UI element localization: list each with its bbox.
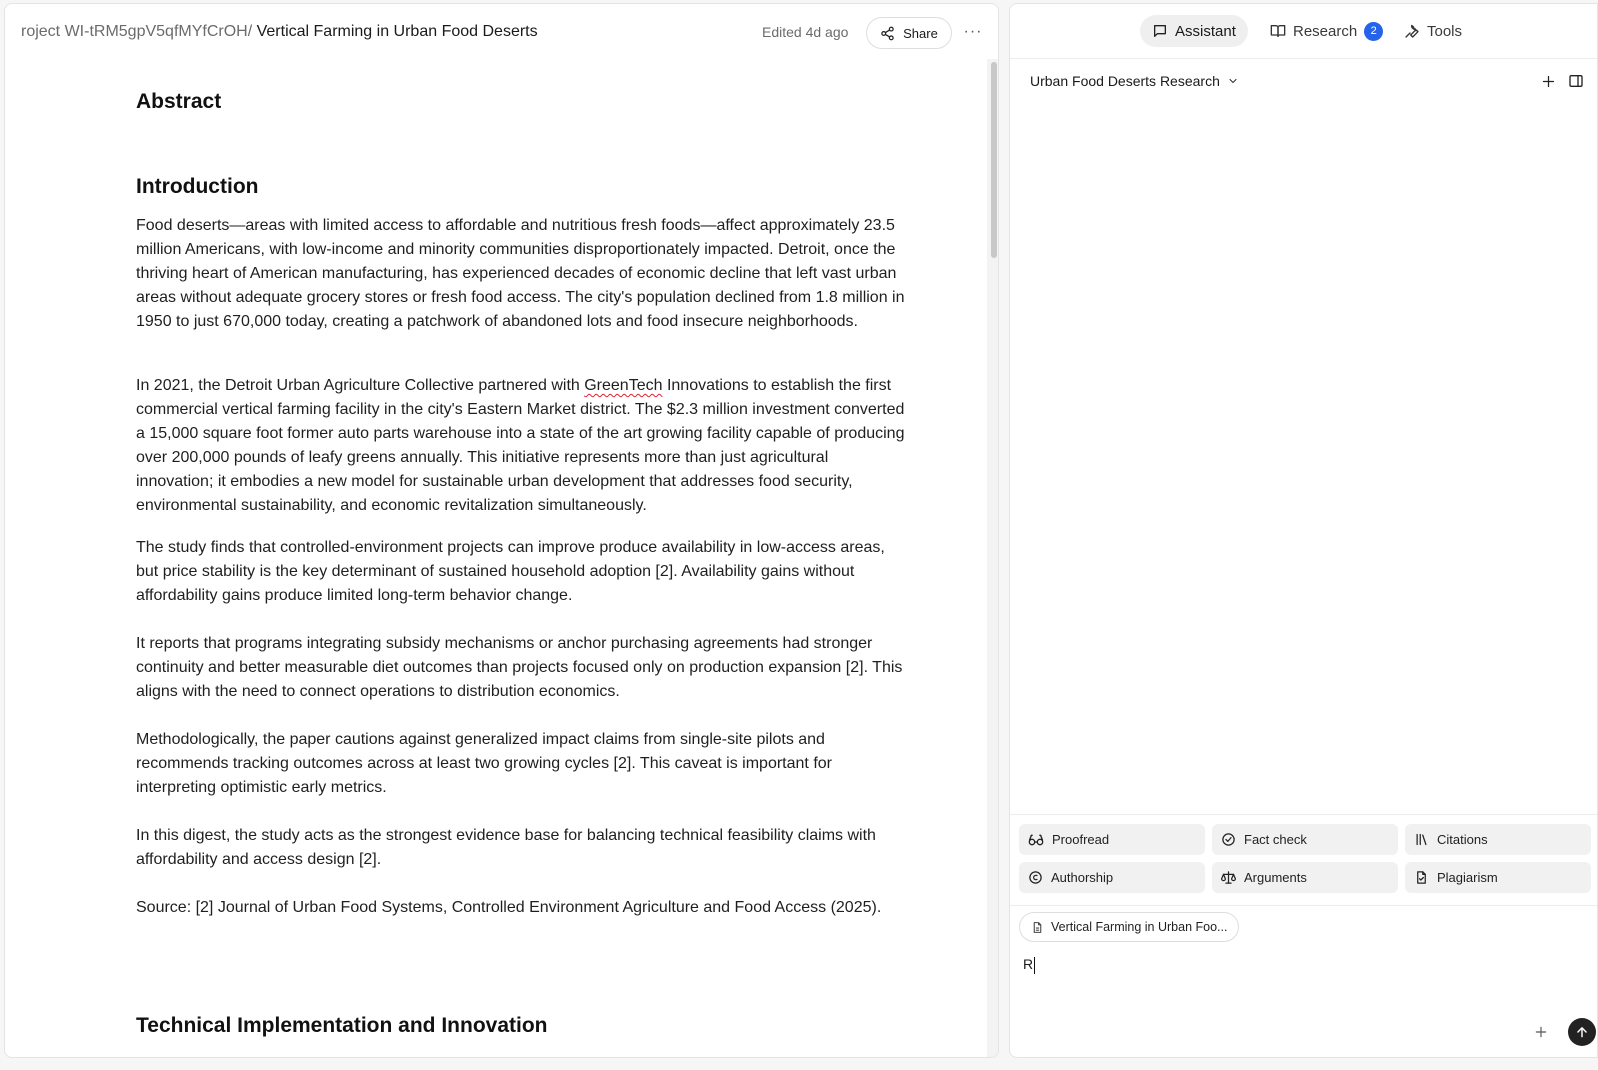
plagiarism-button[interactable] xyxy=(1405,862,1591,893)
paragraph-5: Methodologically, the paper cautions against generalized impact claims from single-site pilots and recommends tracking outcomes across at least two growing cycles [2]. This caveat is important for interpreting optimistic early metrics. xyxy=(136,731,832,796)
fact-check-button[interactable] xyxy=(1212,824,1398,855)
editor-scrollbar-thumb[interactable] xyxy=(991,62,997,258)
arguments-label: Arguments xyxy=(1244,870,1307,885)
check-circle-icon xyxy=(1221,832,1236,847)
library-icon xyxy=(1414,832,1429,847)
more-horizontal-icon: ··· xyxy=(963,23,983,40)
plus-icon xyxy=(1534,1025,1548,1039)
copyright-icon xyxy=(1028,870,1043,885)
new-thread-button[interactable] xyxy=(1537,70,1559,92)
chat-bubble-icon xyxy=(1152,23,1168,39)
spelling-flag[interactable]: GreenTech xyxy=(584,377,663,394)
authorship-button[interactable] xyxy=(1019,862,1205,893)
share-icon xyxy=(880,26,895,41)
tab-tools[interactable] xyxy=(1392,15,1474,47)
proofread-button[interactable] xyxy=(1019,824,1205,855)
plus-icon xyxy=(1541,74,1556,89)
edited-timestamp: Edited 4d ago xyxy=(762,24,849,40)
send-button[interactable] xyxy=(1568,1018,1596,1046)
paragraph-3: The study finds that controlled-environment projects can improve produce availability in low-access areas, but price stability is the key determinant of sustained household adoption [2]. Availability gains without affordability gains produce limited long-term behavior change. xyxy=(136,539,885,604)
more-options-button[interactable] xyxy=(960,19,986,45)
breadcrumb xyxy=(21,23,538,41)
wrench-icon xyxy=(1404,23,1420,39)
share-button[interactable] xyxy=(866,17,952,49)
context-chip-label: Vertical Farming in Urban Foo... xyxy=(1051,920,1228,934)
scale-icon xyxy=(1221,870,1236,885)
chat-input-value: R xyxy=(1023,956,1034,972)
breadcrumb-project-path[interactable]: roject WI-tRM5gpV5qfMYfCrOH/ xyxy=(21,23,253,40)
arguments-button[interactable] xyxy=(1212,862,1398,893)
chevron-down-icon xyxy=(1227,75,1239,87)
citations-button[interactable] xyxy=(1405,824,1591,855)
paragraph-4: It reports that programs integrating subsidy mechanisms or anchor purchasing agreements had stronger continuity and better measurable diet outcomes than projects focused only on production expansion [2]. This aligns with the need to connect operations to distribution economics. xyxy=(136,635,903,700)
tab-tools-label: Tools xyxy=(1427,22,1463,40)
glasses-icon xyxy=(1028,832,1044,848)
thread-title: Urban Food Deserts Research xyxy=(1030,73,1220,89)
paragraph-2 xyxy=(136,374,906,518)
context-document-chip[interactable] xyxy=(1019,912,1239,942)
citations-label: Citations xyxy=(1437,832,1488,847)
heading-introduction: Introduction xyxy=(136,175,259,198)
fact-check-label: Fact check xyxy=(1244,832,1307,847)
text-caret xyxy=(1034,957,1035,974)
add-attachment-button[interactable] xyxy=(1530,1021,1552,1043)
file-check-icon xyxy=(1414,870,1429,885)
assistant-panel xyxy=(1009,3,1598,1058)
thread-selector[interactable] xyxy=(1030,70,1239,92)
toggle-panel-button[interactable] xyxy=(1565,70,1587,92)
arrow-up-icon xyxy=(1575,1025,1589,1039)
plagiarism-label: Plagiarism xyxy=(1437,870,1498,885)
tab-research[interactable] xyxy=(1258,15,1395,47)
paragraph-6: In this digest, the study acts as the strongest evidence base for balancing technical feasibility claims with affordability and access design [2]. xyxy=(136,827,876,868)
quick-tools xyxy=(1010,814,1597,906)
book-open-icon xyxy=(1270,23,1286,39)
document-icon xyxy=(1031,921,1044,934)
document-title[interactable]: Vertical Farming in Urban Food Deserts xyxy=(256,23,538,40)
authorship-label: Authorship xyxy=(1051,870,1114,885)
editor-header xyxy=(5,4,998,59)
heading-technical-implementation: Technical Implementation and Innovation xyxy=(136,1014,548,1037)
tab-research-label: Research xyxy=(1293,22,1358,40)
sidebar-panel-icon xyxy=(1568,73,1584,89)
paragraph-source: Source: [2] Journal of Urban Food Systems, Controlled Environment Agriculture and Food Access (2025). xyxy=(136,899,882,916)
document-editor xyxy=(4,3,999,1058)
assistant-tabs xyxy=(1010,4,1597,59)
chat-input[interactable] xyxy=(1023,956,1583,982)
tab-assistant-label: Assistant xyxy=(1175,22,1236,40)
paragraph-2-text-a: In 2021, the Detroit Urban Agriculture Collective partnered with xyxy=(136,377,585,394)
paragraph-1: Food deserts—areas with limited access to affordable and nutritious fresh foods—affect approximately 23.5 million Americans, with low-income and minority communities disproportionately impacted. Detroit, once the thriving heart of American manufacturing, has experienced decades of economic decline that left vast urban areas without adequate grocery stores or fresh food access. The city's population declined from 1.8 million in 1950 to just 670,000 today, creating a patchwork of abandoned lots and food insecure neighborhoods. xyxy=(136,217,905,330)
share-label: Share xyxy=(903,25,938,41)
paragraph-2-text-b: Innovations to establish the first commercial vertical farming facility in the city's Eastern Market district. The $2.3 million investment converted a 15,000 square foot former auto parts warehouse into a state of the art growing facility capable of producing over 200,000 pounds of leafy greens annually. This initiative represents more than just agricultural innovation; it embodies a new model for sustainable urban development that addresses food security, environmental sustainability, and economic revitalization simultaneously. xyxy=(136,377,905,514)
research-count-badge: 2 xyxy=(1364,22,1383,41)
tab-assistant[interactable] xyxy=(1140,15,1248,47)
proofread-label: Proofread xyxy=(1052,832,1110,847)
heading-abstract: Abstract xyxy=(136,90,222,113)
